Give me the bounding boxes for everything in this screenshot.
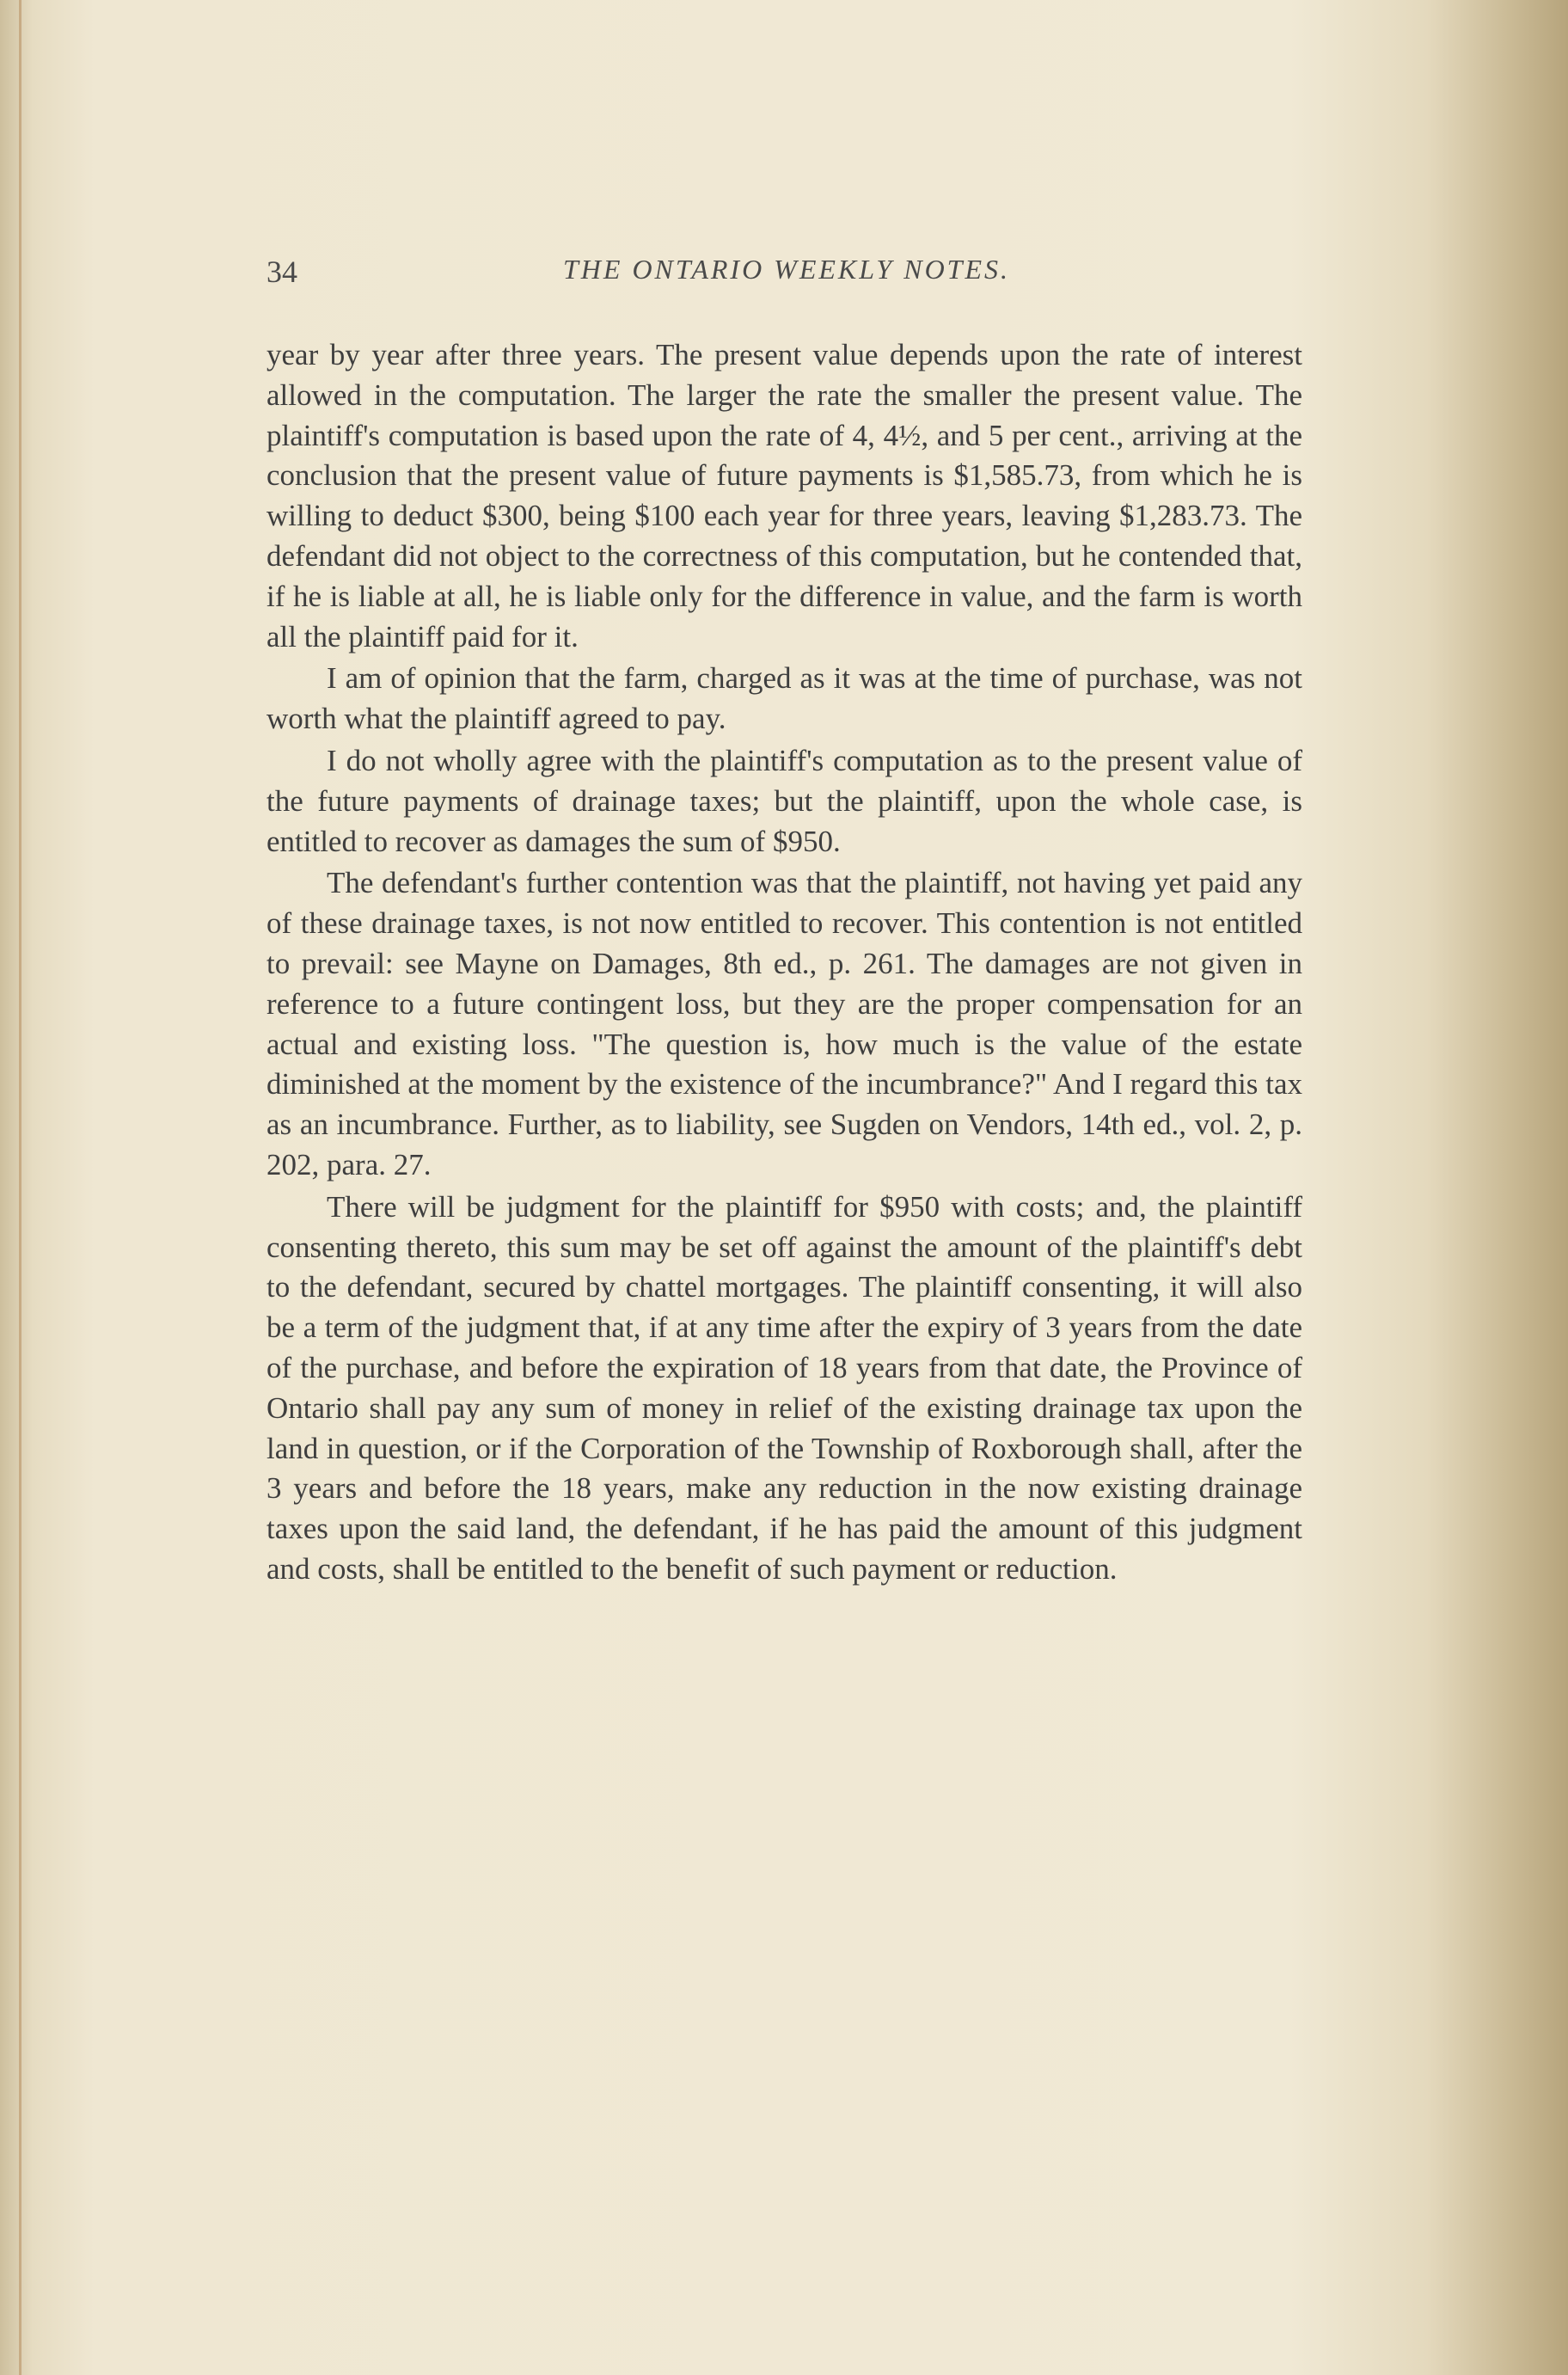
body-text xyxy=(266,335,1302,1590)
running-head: THE ONTARIO WEEKLY NOTES. xyxy=(562,254,1011,285)
paragraph-continuation: year by year after three years. The present value depends upon the rate of interest allowed in the computation. The larger the rate the smaller the present value. The plaintiff's computation is based upon the rate of 4, 4½, and 5 per cent., arriving at the conclusion that the present value of future payments is $1,585.73, from which he is willing to deduct $300, being $100 each year for three years, leaving $1,283.73. The defendant did not object to the correctness of this computation, but he contended that, if he is liable at all, he is liable only for the difference in value, and the farm is worth all the plaintiff paid for it. xyxy=(266,338,1302,654)
page-header xyxy=(266,254,1307,297)
page-number: 34 xyxy=(266,255,297,289)
paragraph-judgment: There will be judgment for the plaintiff for $950 with costs; and, the plaintiff consenting thereto, this sum may be set off against the amount of the plaintiff's debt to the defendant, secured by chattel mortgages. The plaintiff consenting, it will also be a term of the judgment that, if at any time after the expiry of 3 years from the date of the purchase, and before the expiration of 18 years from that date, the Province of Ontario shall pay any sum of money in relief of the existing drainage tax upon the land in question, or if the Corporation of the Township of Roxborough shall, after the 3 years and before the 18 years, make any reduction in the now existing drainage taxes upon the said land, the defendant, if he has paid the amount of this judgment and costs, shall be entitled to the benefit of such payment or reduction. xyxy=(266,1189,1302,1586)
paragraph-contention: The defendant's further contention was that the plaintiff, not having yet paid any of these drainage taxes, is not now entitled to recover. This contention is not entitled to prevail: see Mayne on Damages, 8th ed., p. 261. The damages are not given in reference to a future contingent loss, but they are the proper compensation for an actual and existing loss. "The question is, how much is the value of the estate diminished at the moment by the existence of the incumbrance?" And I regard this tax as an incumbrance. Further, as to liability, see Sugden on Vendors, 14th ed., vol. 2, p. 202, para. 27. xyxy=(266,866,1302,1181)
paragraph-computation: I do not wholly agree with the plaintiff's computation as to the present value of the future payments of drainage taxes; but the plaintiff, upon the whole case, is entitled to recover as damages the sum of $950. xyxy=(266,743,1302,858)
paragraph-opinion: I am of opinion that the farm, charged as it was at the time of purchase, was not worth what the plaintiff agreed to pay. xyxy=(266,661,1302,736)
page-gutter-edge xyxy=(19,0,21,2375)
